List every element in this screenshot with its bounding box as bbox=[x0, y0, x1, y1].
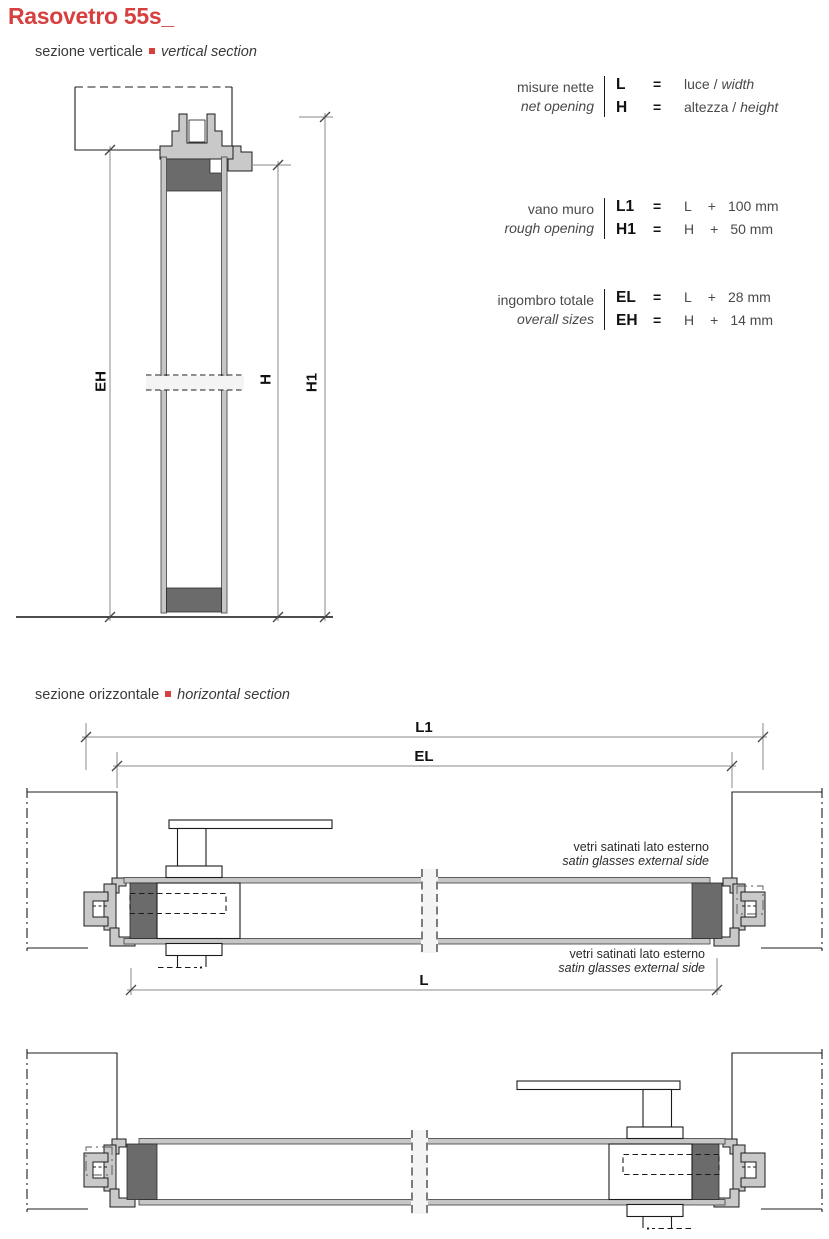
page-title: Rasovetro 55s_ bbox=[8, 3, 174, 29]
legend-row-L: L = luce / width bbox=[616, 76, 755, 93]
dim-label-L1: L1 bbox=[415, 719, 433, 736]
red-bullet-icon bbox=[165, 691, 171, 697]
legend-net-opening bbox=[470, 76, 778, 117]
legend-label-en: overall sizes bbox=[516, 310, 594, 327]
horizontal-section-1-drawing bbox=[27, 788, 822, 969]
legend-label-it: vano muro bbox=[527, 201, 594, 218]
glass-note-bottom bbox=[496, 947, 705, 975]
legend-label-it: ingombro totale bbox=[497, 292, 594, 309]
glass-note-it: vetri satinati lato esterno bbox=[573, 840, 709, 854]
vertical-section-drawing bbox=[16, 87, 333, 622]
glass-note-en: satin glasses external side bbox=[558, 961, 705, 975]
dim-label-H: H bbox=[257, 374, 275, 385]
vertical-section-label-it: sezione verticale bbox=[35, 44, 143, 60]
dim-label-EH: EH bbox=[92, 371, 110, 392]
legend-label-en: net opening bbox=[520, 97, 594, 114]
legend-overall-sizes bbox=[470, 289, 773, 330]
dim-label-L: L bbox=[419, 972, 429, 989]
jamb-profile bbox=[84, 878, 135, 946]
glass-note-top bbox=[500, 840, 709, 868]
dim-label-EL: EL bbox=[414, 748, 434, 765]
red-bullet-icon bbox=[149, 48, 155, 54]
horizontal-section-label-it: sezione orizzontale bbox=[35, 687, 160, 703]
horizontal-section-label-en: horizontal section bbox=[177, 687, 290, 703]
legend-label-it: misure nette bbox=[516, 79, 594, 96]
legend-row-L1: L1 = L + 100 mm bbox=[616, 198, 779, 215]
legend-rough-opening bbox=[470, 198, 779, 239]
legend-row-H1: H1 = H + 50 mm bbox=[616, 221, 774, 238]
legend-row-H: H = altezza / height bbox=[616, 99, 779, 116]
legend-row-EH: EH = H + 14 mm bbox=[616, 312, 774, 329]
dim-label-H1: H1 bbox=[303, 372, 321, 393]
vertical-section-label bbox=[35, 44, 257, 60]
vertical-section-label-en: vertical section bbox=[161, 44, 257, 60]
legend-label-en: rough opening bbox=[504, 219, 594, 236]
horizontal-section-2-drawing bbox=[27, 1049, 822, 1230]
glass-note-en: satin glasses external side bbox=[562, 854, 709, 868]
horizontal-section-label bbox=[35, 687, 290, 703]
legend-row-EL: EL = L + 28 mm bbox=[616, 289, 771, 306]
glass-note-it: vetri satinati lato esterno bbox=[569, 947, 705, 961]
